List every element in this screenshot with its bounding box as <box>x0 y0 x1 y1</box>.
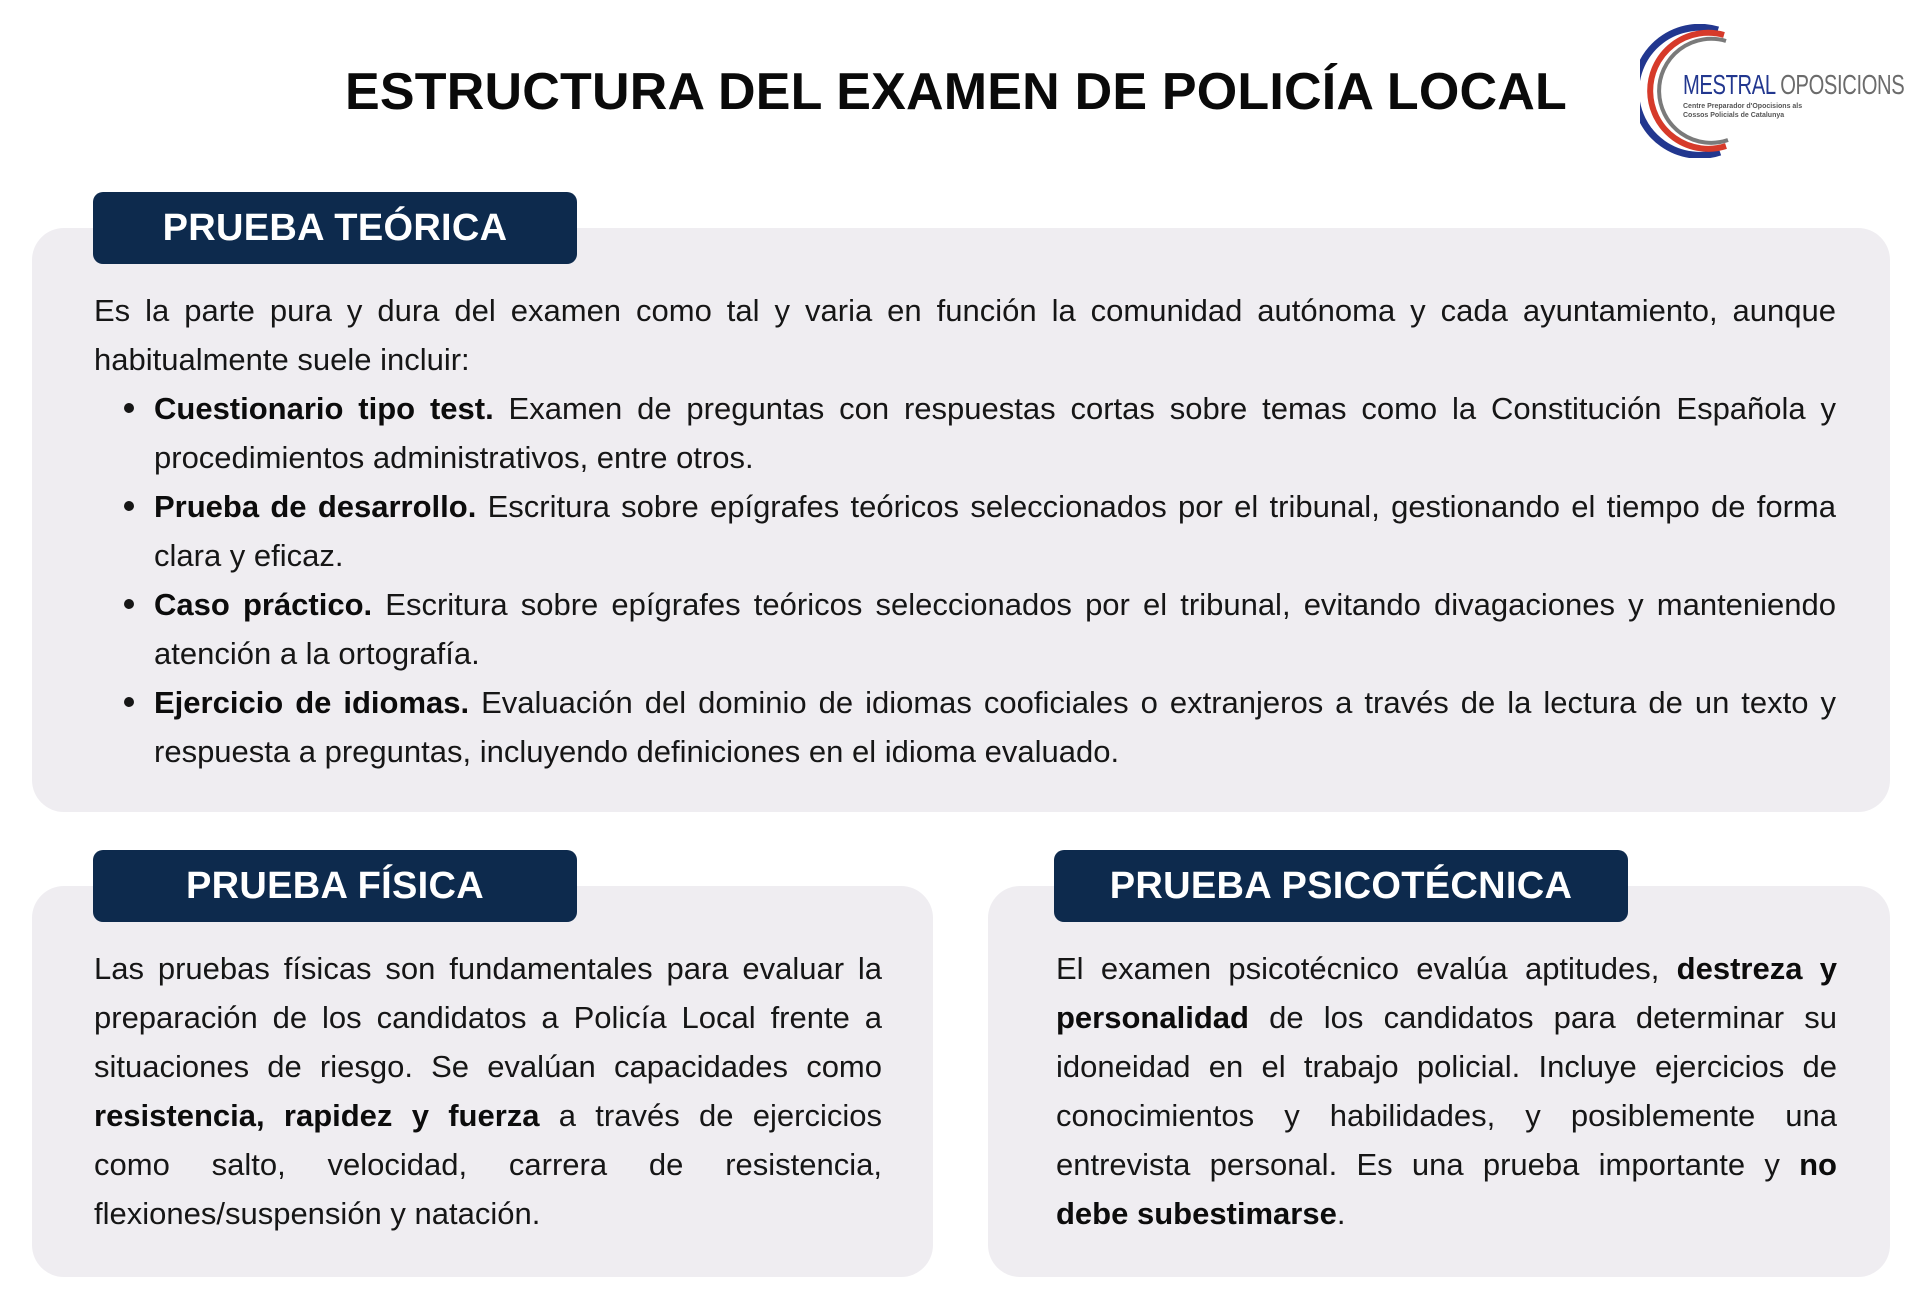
bullet-icon <box>124 501 134 511</box>
list-item-text: Escritura sobre epígrafes teóricos seleccionados por el tribunal, evitando divagaciones y manteniendo atención a la ortografía. <box>154 587 1837 671</box>
psicotecnica-text: El examen psicotécnico evalúa aptitudes, <box>1056 951 1677 986</box>
bullet-icon <box>124 599 134 609</box>
badge-prueba-fisica: PRUEBA FÍSICA <box>93 850 577 922</box>
psicotecnica-highlight: destreza y personalidad <box>1056 951 1837 1035</box>
teorica-list <box>94 384 1836 776</box>
list-item-title: Ejercicio de idiomas. <box>154 685 470 720</box>
fisica-description <box>94 944 882 1238</box>
fisica-text: a través de ejercicios como salto, velocidad, carrera de resistencia, flexiones/suspensión y natación. <box>94 1098 882 1231</box>
fisica-highlight: resistencia, rapidez y fuerza <box>94 1098 540 1133</box>
teorica-intro: Es la parte pura y dura del examen como tal y varia en función la comunidad autónoma y cada ayuntamiento, aunque habitualmente suele incluir: <box>94 293 1836 377</box>
fisica-text: Las pruebas físicas son fundamentales para evaluar la preparación de los candidatos a Policía Local frente a situaciones de riesgo. Se evalúan capacidades como <box>94 951 882 1084</box>
teorica-content <box>94 286 1836 776</box>
logo-wordmark <box>1683 70 1904 100</box>
bullet-icon <box>124 697 134 707</box>
logo-tagline-line1: Centre Preparador d'Opocisions als <box>1683 103 1803 110</box>
list-item-title: Prueba de desarrollo. <box>154 489 477 524</box>
list-item-caso-practico <box>94 580 1836 678</box>
psicotecnica-description <box>1056 944 1837 1238</box>
list-item-desarrollo <box>94 482 1836 580</box>
logo-brand-primary: MESTRAL <box>1683 69 1775 100</box>
psicotecnica-text: de los candidatos para determinar su idoneidad en el trabajo policial. Incluye ejercicios de conocimientos y habilidades, y posiblemente una entrevista personal. Es una prueba importante y <box>1056 1000 1837 1182</box>
logo-tagline-line2: Cossos Policials de Catalunya <box>1683 112 1785 119</box>
list-item-cuestionario <box>94 384 1836 482</box>
psicotecnica-text: . <box>1336 1196 1346 1231</box>
logo-tagline <box>1683 102 1843 120</box>
list-item-text: Evaluación del dominio de idiomas cooficiales o extranjeros a través de la lectura de un texto y respuesta a preguntas, incluyendo definiciones en el idioma evaluado. <box>154 685 1836 769</box>
bullet-icon <box>124 403 134 413</box>
list-item-title: Cuestionario tipo test. <box>154 391 494 426</box>
psicotecnica-highlight: no debe subestimarse <box>1056 1147 1837 1231</box>
list-item-text: Escritura sobre epígrafes teóricos seleccionados por el tribunal, gestionando el tiempo de forma clara y eficaz. <box>154 489 1836 573</box>
page-title: ESTRUCTURA DEL EXAMEN DE POLICÍA LOCAL <box>345 63 1567 121</box>
mestral-oposicions-logo <box>1640 24 1905 158</box>
list-item-title: Caso práctico. <box>154 587 373 622</box>
list-item-idiomas <box>94 678 1836 776</box>
logo-brand-secondary: OPOSICIONS <box>1780 69 1905 100</box>
badge-prueba-psicotecnica: PRUEBA PSICOTÉCNICA <box>1054 850 1628 922</box>
list-item-text: Examen de preguntas con respuestas cortas sobre temas como la Constitución Española y procedimientos administrativos, entre otros. <box>154 391 1836 475</box>
badge-prueba-teorica: PRUEBA TEÓRICA <box>93 192 577 264</box>
